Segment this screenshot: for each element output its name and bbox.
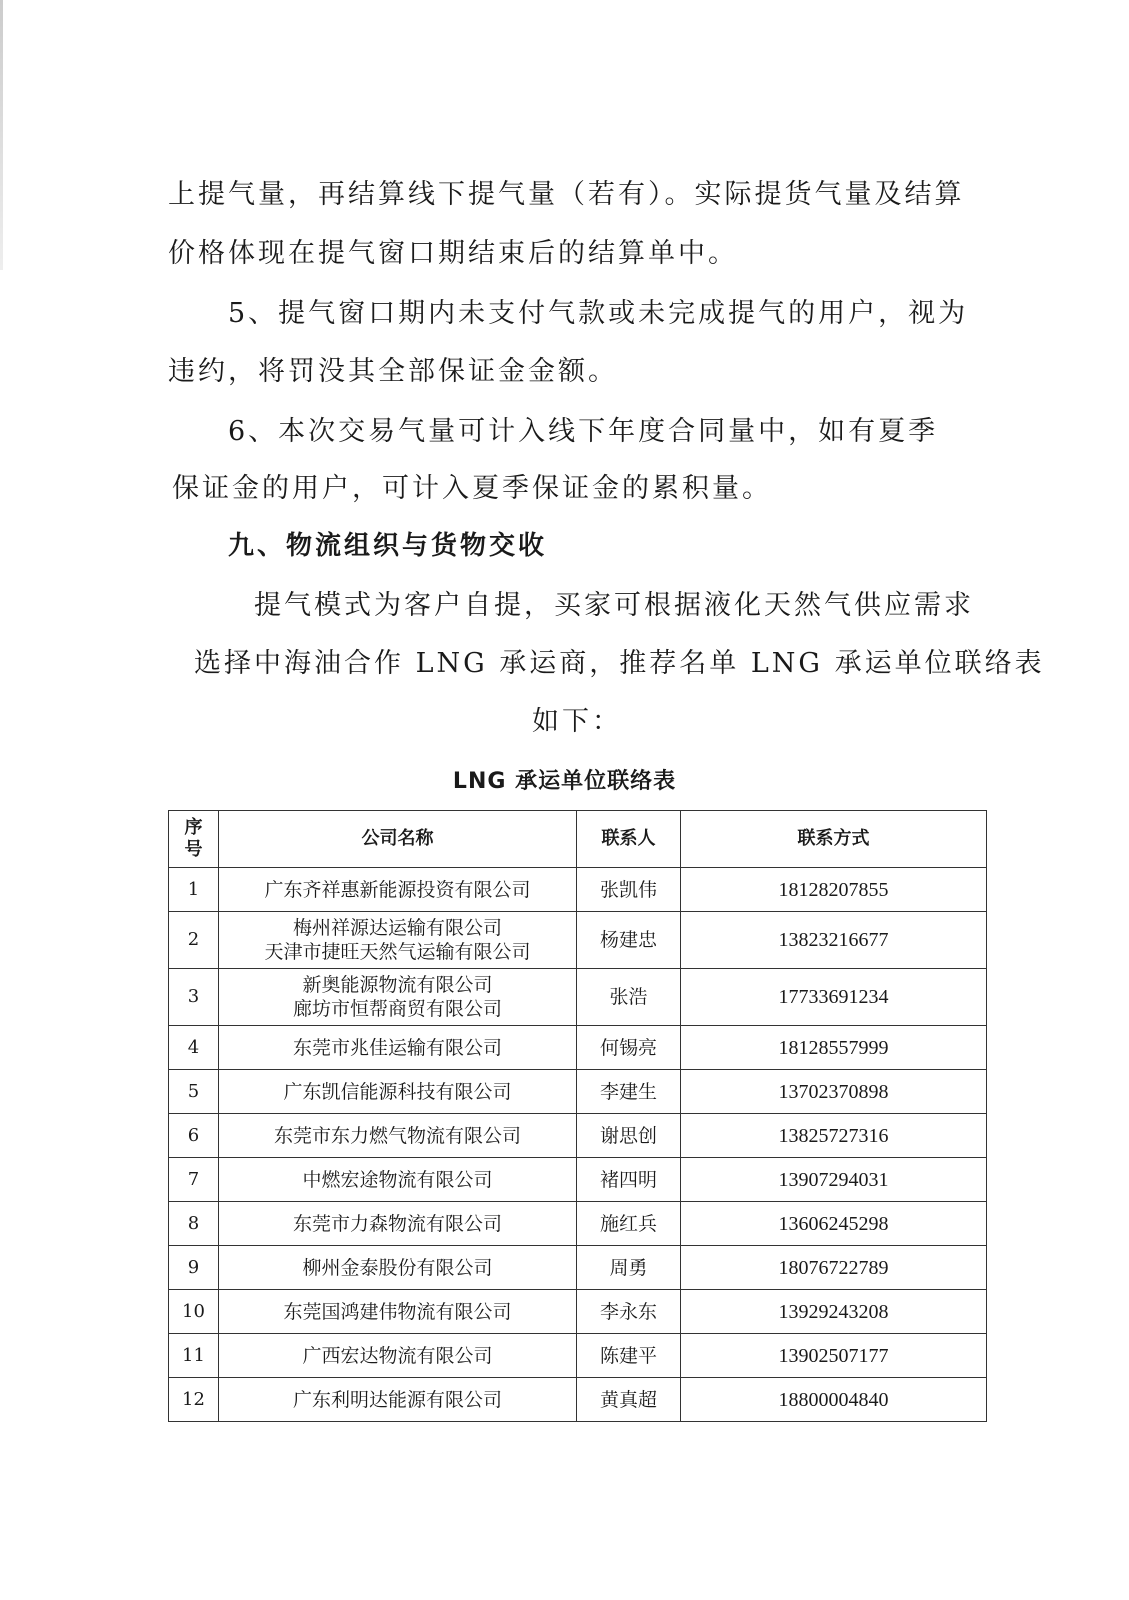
contact-person: 施红兵: [577, 1202, 681, 1246]
contact-person: 陈建平: [577, 1334, 681, 1378]
contact-phone: 13929243208: [681, 1290, 987, 1334]
contact-person: 李建生: [577, 1070, 681, 1114]
table-row: [169, 1070, 987, 1114]
paragraph-clause5-line2: 违约，将罚没其全部保证金金额。: [168, 356, 618, 387]
contact-phone: 13823216677: [681, 912, 987, 969]
row-number: 9: [169, 1246, 219, 1290]
row-number: 7: [169, 1158, 219, 1202]
row-number: 5: [169, 1070, 219, 1114]
contact-person: 谢思创: [577, 1114, 681, 1158]
contact-phone: 18128557999: [681, 1026, 987, 1070]
table-row: [169, 1114, 987, 1158]
paragraph-clause5-line1: 5、提气窗口期内未支付气款或未完成提气的用户，视为: [228, 298, 969, 329]
header-seq: 序 号: [169, 811, 219, 868]
table-row: [169, 969, 987, 1026]
table-row: [169, 912, 987, 969]
contact-phone: 18076722789: [681, 1246, 987, 1290]
contact-phone: 13902507177: [681, 1334, 987, 1378]
contact-phone: 13702370898: [681, 1070, 987, 1114]
contact-phone: 13825727316: [681, 1114, 987, 1158]
contact-phone: 17733691234: [681, 969, 987, 1026]
company-name: 广东齐祥惠新能源投资有限公司: [219, 868, 577, 912]
company-name: 广东凯信能源科技有限公司: [219, 1070, 577, 1114]
table-row: [169, 1026, 987, 1070]
company-name: 东莞国鸿建伟物流有限公司: [219, 1290, 577, 1334]
contact-person: 杨建忠: [577, 912, 681, 969]
table-title: LNG 承运单位联络表: [452, 769, 677, 794]
row-number: 12: [169, 1378, 219, 1422]
contact-phone: 13606245298: [681, 1202, 987, 1246]
contact-person: 李永东: [577, 1290, 681, 1334]
header-company: 公司名称: [219, 811, 577, 868]
contact-person: 褚四明: [577, 1158, 681, 1202]
row-number: 11: [169, 1334, 219, 1378]
table-row: [169, 1334, 987, 1378]
section-text-line3: 如下：: [532, 706, 622, 737]
paragraph-clause6-line1: 6、本次交易气量可计入线下年度合同量中，如有夏季: [228, 416, 939, 447]
paragraph-clause6-line2: 保证金的用户，可计入夏季保证金的累积量。: [172, 473, 772, 504]
company-name: 广西宏达物流有限公司: [219, 1334, 577, 1378]
contact-phone: 18128207855: [681, 868, 987, 912]
table-row: [169, 1202, 987, 1246]
company-name: 柳州金泰股份有限公司: [219, 1246, 577, 1290]
table-row: [169, 1378, 987, 1422]
company-name: 东莞市东力燃气物流有限公司: [219, 1114, 577, 1158]
table-row: [169, 1158, 987, 1202]
row-number: 4: [169, 1026, 219, 1070]
paragraph-settlement-line1: 上提气量，再结算线下提气量（若有）。实际提货气量及结算: [168, 179, 965, 210]
company-name: 东莞市兆佳运输有限公司: [219, 1026, 577, 1070]
contact-person: 周勇: [577, 1246, 681, 1290]
carrier-table: [168, 810, 987, 1422]
section-heading: 九、物流组织与货物交收: [228, 531, 548, 561]
table-header-row: [169, 811, 987, 868]
table-row: [169, 868, 987, 912]
paragraph-settlement-line2: 价格体现在提气窗口期结束后的结算单中。: [168, 238, 738, 269]
scan-edge: [0, 0, 3, 270]
contact-person: 何锡亮: [577, 1026, 681, 1070]
table-row: [169, 1246, 987, 1290]
row-number: 3: [169, 969, 219, 1026]
table-row: [169, 1290, 987, 1334]
row-number: 6: [169, 1114, 219, 1158]
header-phone: 联系方式: [681, 811, 987, 868]
contact-phone: 13907294031: [681, 1158, 987, 1202]
row-number: 8: [169, 1202, 219, 1246]
section-text-line1: 提气模式为客户自提，买家可根据液化天然气供应需求: [254, 590, 974, 621]
company-name: 东莞市力森物流有限公司: [219, 1202, 577, 1246]
company-name: 广东利明达能源有限公司: [219, 1378, 577, 1422]
row-number: 10: [169, 1290, 219, 1334]
row-number: 2: [169, 912, 219, 969]
company-name: 中燃宏途物流有限公司: [219, 1158, 577, 1202]
contact-person: 张凯伟: [577, 868, 681, 912]
header-contact: 联系人: [577, 811, 681, 868]
company-name: 梅州祥源达运输有限公司 天津市捷旺天然气运输有限公司: [219, 912, 577, 969]
contact-phone: 18800004840: [681, 1378, 987, 1422]
row-number: 1: [169, 868, 219, 912]
contact-person: 张浩: [577, 969, 681, 1026]
section-text-line2: 选择中海油合作 LNG 承运商，推荐名单 LNG 承运单位联络表: [194, 648, 1045, 679]
company-name: 新奥能源物流有限公司 廊坊市恒帮商贸有限公司: [219, 969, 577, 1026]
contact-person: 黄真超: [577, 1378, 681, 1422]
